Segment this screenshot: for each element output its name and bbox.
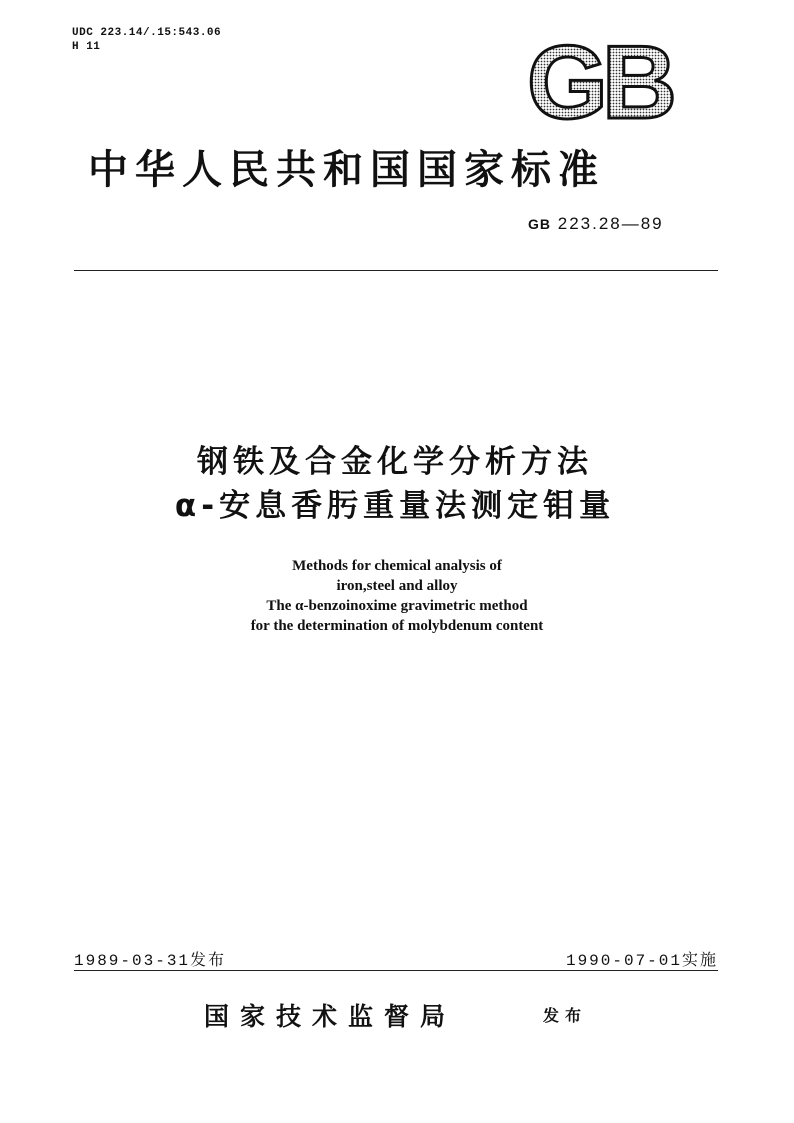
class-code: H 11	[72, 41, 101, 53]
standard-prefix: GB	[528, 216, 551, 232]
en-title-line2: iron,steel and alloy	[336, 578, 458, 594]
en-title-line4: for the determination of molybdenum content	[250, 618, 544, 634]
en-title-line3: The α-benzoinoxime gravimetric method	[266, 598, 528, 614]
udc-block	[72, 26, 221, 54]
footer-rule	[74, 970, 718, 971]
issue-date: 1989-03-31发布	[74, 952, 227, 970]
standard-number: 223.28—89	[557, 214, 664, 233]
national-standard-title: 中华人民共和国国家标准	[88, 146, 605, 193]
header-rule	[74, 270, 718, 271]
udc-code: UDC 223.14/.15:543.06	[72, 27, 222, 39]
issuer-name: 国家技术监督局	[204, 1002, 457, 1031]
implementation-date: 1990-07-01实施	[565, 952, 718, 970]
cn-title-line1: 钢铁及合金化学分析方法	[197, 444, 593, 480]
standard-code	[528, 214, 664, 234]
cn-title-line2: α-安息香肟重量法测定钼量	[174, 488, 616, 524]
en-title-line1: Methods for chemical analysis of	[292, 558, 502, 574]
gb-logo-text: GB	[527, 36, 671, 126]
gb-logo-icon	[519, 36, 679, 126]
issue-label: 发布	[543, 1006, 588, 1025]
